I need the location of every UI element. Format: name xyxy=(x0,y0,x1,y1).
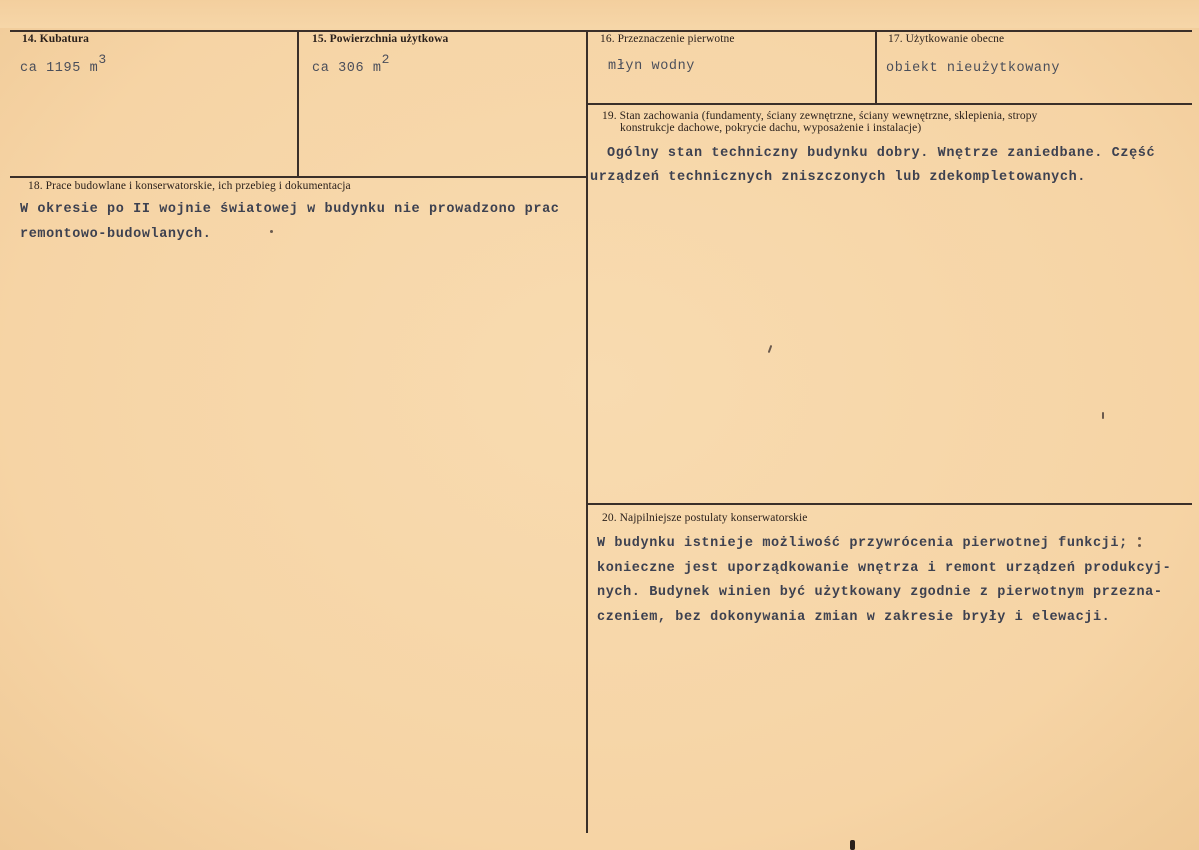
field-19-line-1: Ogólny stan techniczny budynku dobry. Wnętrze zaniedbane. Część xyxy=(607,146,1156,161)
field-19-line-2: urządzeń technicznych zniszczonych lub zdekompletowanych. xyxy=(590,170,1086,185)
field-15-label: 15. Powierzchnia użytkowa xyxy=(312,33,449,45)
field-18-label: 18. Prace budowlane i konserwatorskie, ich przebieg i dokumentacja xyxy=(28,180,351,192)
field-17-label: 17. Użytkowanie obecne xyxy=(888,33,1005,45)
top-rule xyxy=(10,30,1192,32)
field-17-value: obiekt nieużytkowany xyxy=(886,61,1061,76)
rule-under-14-15 xyxy=(10,176,588,178)
paper-speck xyxy=(768,345,773,353)
field-19-label-line-2: konstrukcje dachowe, pokrycie dachu, wyposażenie i instalacje) xyxy=(620,122,922,134)
field-20-label: 20. Najpilniejsze postulaty konserwatorskie xyxy=(602,512,808,524)
rule-under-16-17 xyxy=(587,103,1192,105)
field-15-value-text: ca 306 m xyxy=(312,61,382,76)
field-20-line-2: konieczne jest uporządkowanie wnętrza i remont urządzeń produkcyj- xyxy=(597,561,1172,576)
field-15-value xyxy=(312,52,391,76)
paper-speck xyxy=(270,230,273,233)
field-14-label: 14. Kubatura xyxy=(22,33,90,45)
field-16-label: 16. Przeznaczenie pierwotne xyxy=(600,33,735,45)
field-16-value: młyn wodny xyxy=(608,59,696,74)
field-15-value-unit-exponent: 2 xyxy=(381,52,391,67)
field-14-value xyxy=(20,52,107,76)
card-top-edge xyxy=(0,0,1199,28)
field-20-line-1: W budynku istnieje możliwość przywrócenia pierwotnej funkcji; xyxy=(597,536,1128,551)
paper-speck xyxy=(850,840,855,850)
field-18-line-2: remontowo-budowlanych. xyxy=(20,227,212,242)
paper-speck xyxy=(1138,544,1141,547)
field-14-value-unit-exponent: 3 xyxy=(98,52,107,67)
field-19-label-line-1: 19. Stan zachowania (fundamenty, ściany zewnętrzne, ściany wewnętrzne, sklepienia, stropy xyxy=(602,110,1038,122)
divider-16-17 xyxy=(875,31,877,104)
field-20-line-4: czeniem, bez dokonywania zmian w zakresie bryły i elewacji. xyxy=(597,610,1111,625)
field-18-line-1: W okresie po II wojnie światowej w budynku nie prowadzono prac xyxy=(20,202,560,217)
rule-above-20 xyxy=(587,503,1192,505)
divider-14-15 xyxy=(297,31,299,177)
paper-speck xyxy=(1138,537,1141,540)
field-14-value-text: ca 1195 m xyxy=(20,61,99,76)
paper-speck xyxy=(1102,412,1104,419)
divider-main xyxy=(586,31,588,833)
field-20-line-3: nych. Budynek winien być użytkowany zgodnie z pierwotnym przezna- xyxy=(597,585,1163,600)
